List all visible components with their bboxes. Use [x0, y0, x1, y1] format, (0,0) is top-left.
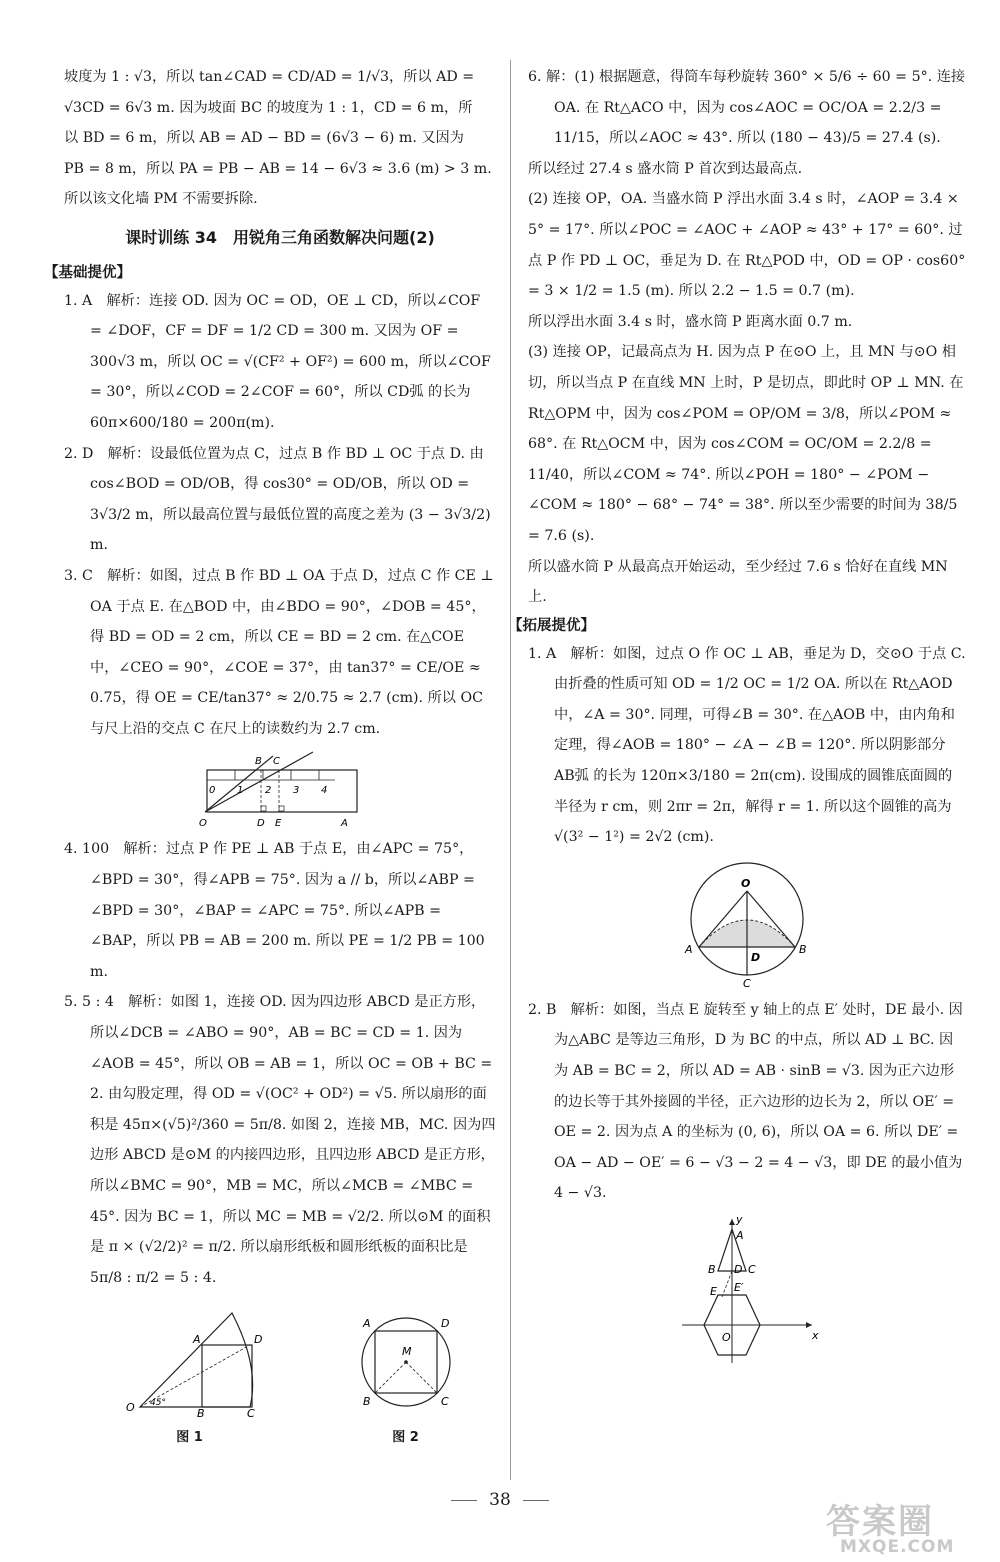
intro-line: 所以该文化墙 PM 不需要拆除. [64, 191, 258, 208]
svg-text:C: C [748, 1263, 756, 1276]
figure-2 [351, 1307, 461, 1447]
svg-text:B: B [362, 1395, 371, 1409]
svg-text:E′: E′ [734, 1281, 744, 1294]
answer-1: 1. A 解析：连接 OD. 因为 OC = OD，OE ⊥ CD，所以∠COF = ∠DOF，CF = DF = 1/2 CD = 300 m. 又因为 OF = 300√3 m，所以 OC = √(CF² + OF²) = 600 m，所以∠COF = 30°，所以∠COD = 2∠COF = 60°，所以 CD弧 的长为 60π×600/180 = 200π(m). [64, 292, 491, 431]
intro-line: 以 BD = 6 m，所以 AB = AD − BD = (6√3 − 6) m. 又因为 [64, 130, 464, 147]
svg-text:C: C [440, 1395, 449, 1409]
answer-6-part-3-conclusion: 所以盛水筒 P 从最高点开始运动，至少经过 7.6 s 恰好在直线 MN 上. [528, 558, 948, 606]
section-extension-heading: 【拓展提优】 [508, 617, 595, 634]
svg-text:D: D [734, 1263, 743, 1276]
svg-text:A: A [685, 942, 693, 956]
ruler-figure [185, 750, 375, 828]
figure-1 [100, 1297, 280, 1447]
svg-text:D: D [253, 1333, 262, 1347]
extension-answer-1: 1. A 解析：如图，过点 O 作 OC ⊥ AB，垂足为 D，交⊙O 于点 C. 由折叠的性质可知 OD = 1/2 OC = 1/2 OA. 所以在 Rt△AOD 中，∠A = 30°. 同理，可得∠B = 30°. 在△AOB 中，由内角和定理，得∠AOB = 180° − ∠A − ∠B = 120°. 所以阴影部分 AB弧 的长为 120π×3/180 = 2π(cm). 设围成的圆锥底面圆的半径为 r cm，则 2πr = 2π，解得 r = 1. 所以这个圆锥的高为 √(3² − 1²) = 2√2 (cm). [528, 645, 966, 846]
watermark-line-2: MXQE.COM [840, 1537, 955, 1557]
svg-text:E: E [710, 1285, 717, 1298]
answer-6-part-1: 6. 解：(1) 根据题意，得筒车每秒旋转 360° × 5/6 ÷ 60 = 5°. 连接 OA. 在 Rt△ACO 中，因为 cos∠AOC = OC/OA = 2.2/3 = 11/15，所以∠AOC ≈ 43°. 所以 (180 − 43)/5 = 27.4 (s). [528, 69, 966, 147]
watermark-logo [826, 1494, 986, 1556]
lesson-title: 课时训练 34 用锐角三角函数解决问题(2) [125, 227, 435, 247]
page-number-dash-left [451, 1500, 477, 1501]
svg-text:1: 1 [237, 785, 244, 797]
svg-text:A: A [192, 1333, 201, 1347]
right-column [508, 62, 966, 1371]
svg-text:D: D [257, 818, 265, 829]
svg-text:B: B [708, 1263, 716, 1276]
svg-text:y: y [736, 1215, 743, 1226]
svg-text:C: C [246, 1407, 255, 1418]
page-number-dash-right [523, 1500, 549, 1501]
answer-5: 5. 5 : 4 解析：如图 1，连接 OD. 因为四边形 ABCD 是正方形，所以∠DCB = ∠ABO = 90°，AB = BC = CD = 1. 因为∠AOB = 45°，所以 OB = AB = 1，所以 OC = OB + BC = 2. 由勾股定理，得 OD = √(OC² + OD²) = √5. 所以扇形的面积是 45π×(√5)²/360 = 5π/8. 如图 2，连接 MB，MC. 因为四边形 ABCD 是⊙M 的内接四边形，且四边形 ABCD 是正方形，所以∠BMC = 90°，MB = MC，所以∠MCB = ∠MBC = 45°. 因为 BC = 1，所以 MC = MB = √2/2. 所以⊙M 的面积是 π × (√2/2)² = π/2. 所以扇形纸板和圆形纸板的面积比是 5π/8 : π/2 = 5 : 4. [64, 994, 496, 1286]
extension-answer-2: 2. B 解析：如图，当点 E 旋转至 y 轴上的点 E′ 处时，DE 最小. 因为△ABC 是等边三角形，D 为 BC 的中点，所以 AD ⊥ BC. 因为 AB = BC = 2，所以 AD = AB · sinB = √3. 因为正六边形的边长等于其外接圆的半径，正六边形的边长为 2，所以 OE′ = OE = 2. 因为点 A 的坐标为 (0, 6)，所以 OA = 6. 所以 DE′ = OA − AD − OE′ = 6 − √3 − 2 = 4 − √3，即 DE 的最小值为 4 − √3. [528, 1001, 963, 1202]
svg-text:O: O [741, 876, 751, 890]
answer-4: 4. 100 解析：过点 P 作 PE ⊥ AB 于点 E，由∠APC = 75°，∠BPD = 30°，得∠APB = 75°. 因为 a // b，所以∠ABP = ∠BPD = 30°，∠BAP = ∠APC = 75°. 所以∠APB = ∠BAP，所以 PB = AB = 200 m. 所以 PE = 1/2 PB = 100 m. [64, 841, 485, 980]
answer-2: 2. D 解析：设最低位置为点 C，过点 B 作 BD ⊥ OC 于点 D. 由 cos∠BOD = OD/OB，得 cos30° = OD/OB，所以 OD = 3√3/2 m，所以最高位置与最低位置的高度之差为 (3 − 3√3/2) m. [64, 445, 491, 554]
hexagon-triangle-figure [672, 1215, 822, 1365]
intro-line: 坡度为 1 : √3，所以 tan∠CAD = CD/AD = 1/√3，所以 AD = [64, 69, 475, 85]
sector-square-figure [100, 1297, 280, 1417]
inscribed-square-figure [351, 1307, 461, 1417]
column-divider [510, 60, 511, 1480]
left-column [44, 62, 496, 1447]
svg-text:B: B [255, 756, 262, 768]
answer-6-part-1-conclusion: 所以经过 27.4 s 盛水筒 P 首次到达最高点. [528, 160, 803, 177]
svg-text:A: A [362, 1317, 371, 1331]
svg-text:D: D [751, 950, 761, 964]
svg-text:B: B [799, 942, 807, 956]
svg-text:A: A [341, 818, 348, 829]
intro-line: √3CD = 6√3 m. 因为坡面 BC 的坡度为 1 : 1，CD = 6 m，所 [64, 99, 473, 116]
circle-fold-figure [677, 859, 817, 989]
section-basic-heading: 【基础提优】 [44, 264, 131, 281]
svg-text:x: x [812, 1329, 819, 1342]
page-number-text: 38 [489, 1490, 511, 1510]
answer-6-part-2: (2) 连接 OP，OA. 当盛水筒 P 浮出水面 3.4 s 时，∠AOP = 3.4 × 5° = 17°. 所以∠POC = ∠AOC + ∠AOP ≈ 43° + 17° = 60°. 过点 P 作 PD ⊥ OC，垂足为 D. 在 Rt△POD 中，OD = OP · cos60° = 3 × 1/2 = 1.5 (m). 所以 2.2 − 1.5 = 0.7 (m). [528, 191, 966, 300]
svg-text:2: 2 [265, 785, 272, 797]
svg-text:M: M [401, 1345, 411, 1359]
svg-text:45°: 45° [149, 1398, 166, 1409]
watermark-line-1: 答案圈 [826, 1502, 934, 1542]
figure-1-caption: 图 1 [176, 1429, 203, 1445]
svg-text:O: O [199, 818, 207, 829]
svg-text:4: 4 [321, 785, 328, 797]
svg-text:O: O [125, 1401, 135, 1415]
svg-text:C: C [743, 976, 751, 989]
intro-line: PB = 8 m，所以 PA = PB − AB = 14 − 6√3 ≈ 3.6 (m) > 3 m. [64, 160, 492, 177]
svg-text:B: B [196, 1407, 205, 1418]
svg-text:O: O [722, 1331, 731, 1344]
svg-text:A: A [736, 1229, 744, 1242]
svg-text:C: C [273, 756, 280, 768]
svg-text:0: 0 [209, 785, 216, 797]
svg-text:D: D [440, 1317, 449, 1331]
q5-figures [64, 1297, 496, 1447]
intro-block [64, 62, 496, 215]
answer-6-part-2-conclusion: 所以浮出水面 3.4 s 时，盛水筒 P 距离水面 0.7 m. [528, 313, 853, 330]
svg-text:E: E [275, 818, 282, 829]
figure-2-caption: 图 2 [392, 1429, 419, 1445]
svg-text:3: 3 [293, 785, 300, 797]
answer-3: 3. C 解析：如图，过点 B 作 BD ⊥ OA 于点 D，过点 C 作 CE ⊥ OA 于点 E. 在△BOD 中，由∠BDO = 90°，∠DOB = 45°，得 BD = OD = 2 cm，所以 CE = BD = 2 cm. 在△COE 中，∠CEO = 90°，∠COE = 37°，由 tan37° = CE/OE ≈ 0.75，得 OE = CE/tan37° ≈ 2/0.75 ≈ 2.7 (cm). 所以 OC 与尺上沿的交点 C 在尺上的读数约为 2.7 cm. [64, 567, 494, 737]
answer-6-part-3: (3) 连接 OP，记最高点为 H. 因为点 P 在⊙O 上，且 MN 与⊙O 相切，所以当点 P 在直线 MN 上时，P 是切点，即此时 OP ⊥ MN. 在 Rt△OPM 中，因为 cos∠POM = OP/OM = 3/8，所以∠POM ≈ 68°. 在 Rt△OCM 中，因为 cos∠COM = OC/OM = 2.2/8 = 11/40，所以∠COM ≈ 74°. 所以∠POH = 180° − ∠POM − ∠COM ≈ 180° − 68° − 74° = 38°. 所以至少需要的时间为 38/5 = 7.6 (s). [528, 344, 964, 544]
